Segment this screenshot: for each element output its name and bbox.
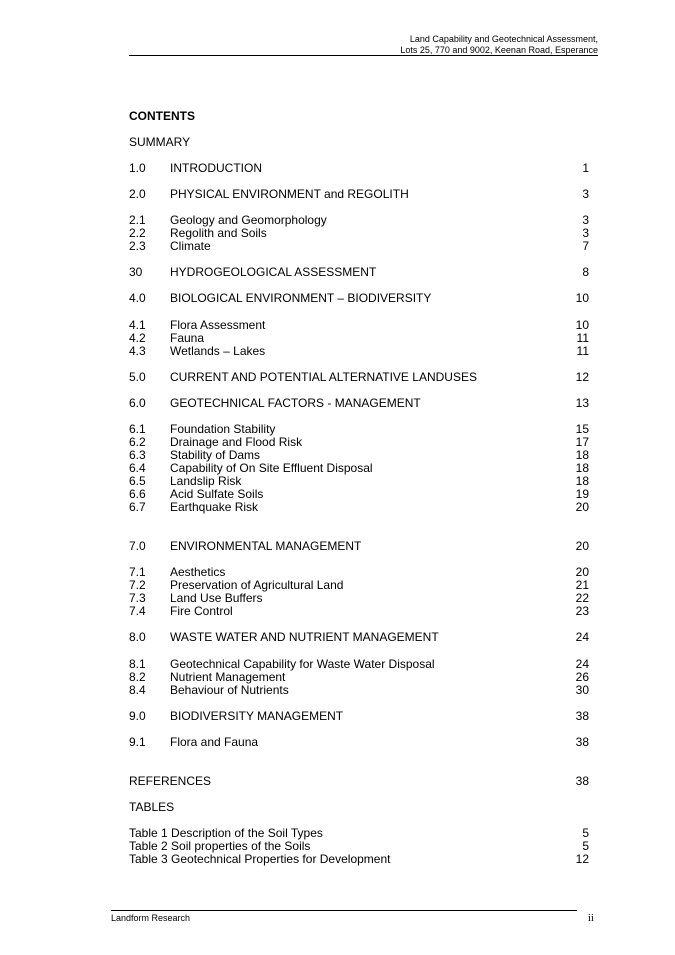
toc-entry-number: 2.0 bbox=[129, 187, 146, 201]
toc-entry-number: 6.2 bbox=[129, 435, 146, 449]
toc-entry-number: 6.6 bbox=[129, 487, 146, 501]
toc-entry-title: INTRODUCTION bbox=[170, 161, 262, 175]
toc-entry-number: 2.2 bbox=[129, 226, 146, 240]
toc-entry-page: 20 bbox=[575, 539, 589, 553]
toc-entry-title: Wetlands – Lakes bbox=[170, 344, 266, 358]
toc-entry-number: 7.1 bbox=[129, 565, 146, 579]
toc-entry-page: 10 bbox=[575, 291, 589, 305]
toc-entry-page: 21 bbox=[575, 578, 589, 592]
toc-entry[interactable] bbox=[129, 292, 589, 305]
toc-entry[interactable] bbox=[129, 371, 589, 384]
toc-entry-number: 2.1 bbox=[129, 213, 146, 227]
toc-entry-number: 8.2 bbox=[129, 670, 146, 684]
toc-entry-title: WASTE WATER AND NUTRIENT MANAGEMENT bbox=[170, 630, 439, 644]
toc-entry-title: Flora Assessment bbox=[170, 318, 266, 332]
toc-entry-title: CURRENT AND POTENTIAL ALTERNATIVE LANDUSES bbox=[170, 370, 477, 384]
toc-entry-page: 18 bbox=[575, 474, 589, 488]
toc-entry-number: 7.2 bbox=[129, 578, 146, 592]
table-entry-title: Table 3 Geotechnical Properties for Development bbox=[129, 852, 391, 866]
toc-entry-page: 26 bbox=[575, 670, 589, 684]
toc-entry-page: 8 bbox=[582, 265, 589, 279]
toc-entry-title: Drainage and Flood Risk bbox=[170, 435, 303, 449]
toc-entry-title: GEOTECHNICAL FACTORS - MANAGEMENT bbox=[170, 396, 421, 410]
toc-entry[interactable] bbox=[129, 684, 589, 697]
references-row[interactable] bbox=[129, 775, 589, 788]
toc-entry-title: Regolith and Soils bbox=[170, 226, 267, 240]
toc-entry-number: 4.0 bbox=[129, 291, 146, 305]
table-entry-title: Table 1 Description of the Soil Types bbox=[129, 826, 323, 840]
header-line-2: Lots 25, 770 and 9002, Keenan Road, Esperance bbox=[400, 45, 598, 55]
toc-entry-number: 7.4 bbox=[129, 604, 146, 618]
table-entry-title: Table 2 Soil properties of the Soils bbox=[129, 839, 311, 853]
toc-entry[interactable] bbox=[129, 540, 589, 553]
toc-entry[interactable] bbox=[129, 501, 589, 514]
table-entry-page: 12 bbox=[575, 852, 589, 866]
toc-entry-title: Landslip Risk bbox=[170, 474, 242, 488]
references-label: REFERENCES bbox=[129, 774, 212, 788]
toc-entry-number: 2.3 bbox=[129, 239, 146, 253]
toc-entry-title: HYDROGEOLOGICAL ASSESSMENT bbox=[170, 265, 377, 279]
toc-entry-page: 11 bbox=[576, 331, 589, 345]
table-entry-page: 5 bbox=[582, 826, 589, 840]
toc-entry-number: 8.0 bbox=[129, 630, 146, 644]
toc-entry-page: 24 bbox=[575, 630, 589, 644]
toc-entry-title: Behaviour of Nutrients bbox=[170, 683, 289, 697]
toc-entry-number: 9.0 bbox=[129, 709, 146, 723]
toc-entry-title: PHYSICAL ENVIRONMENT and REGOLITH bbox=[170, 187, 409, 201]
toc-entry-title: BIOLOGICAL ENVIRONMENT – BIODIVERSITY bbox=[170, 291, 432, 305]
footer-company: Landform Research bbox=[111, 913, 191, 923]
toc-entry-title: Land Use Buffers bbox=[170, 591, 263, 605]
references-page: 38 bbox=[575, 774, 589, 788]
toc-entry-page: 20 bbox=[575, 500, 589, 514]
toc-entry-title: ENVIRONMENTAL MANAGEMENT bbox=[170, 539, 362, 553]
toc-entry-title: Nutrient Management bbox=[170, 670, 286, 684]
toc-entry-number: 4.1 bbox=[129, 318, 146, 332]
toc-entry-page: 30 bbox=[575, 683, 589, 697]
toc-entry-title: Preservation of Agricultural Land bbox=[170, 578, 344, 592]
toc-entry-number: 1.0 bbox=[129, 161, 146, 175]
toc-entry-page: 23 bbox=[575, 604, 589, 618]
tables-heading bbox=[129, 801, 589, 814]
toc-entry[interactable] bbox=[129, 631, 589, 644]
footer-page-number: ii bbox=[587, 912, 594, 924]
tables-label: TABLES bbox=[129, 800, 175, 814]
toc-entry[interactable] bbox=[129, 345, 589, 358]
toc-entry-title: Geology and Geomorphology bbox=[170, 213, 327, 227]
toc-entry-title: Capability of On Site Effluent Disposal bbox=[170, 461, 373, 475]
toc-entry-page: 1 bbox=[582, 161, 589, 175]
toc-entry-page: 20 bbox=[575, 565, 589, 579]
header-line-1: Land Capability and Geotechnical Assessment, bbox=[409, 34, 598, 44]
toc-entry-page: 10 bbox=[575, 318, 589, 332]
toc-entry-page: 3 bbox=[582, 213, 589, 227]
toc-entry-title: Flora and Fauna bbox=[170, 735, 259, 749]
summary-label: SUMMARY bbox=[129, 135, 191, 149]
toc-entry-number: 6.5 bbox=[129, 474, 146, 488]
toc-entry-title: Climate bbox=[170, 239, 211, 253]
toc-entry-page: 11 bbox=[576, 344, 589, 358]
toc-entry-number: 9.1 bbox=[129, 735, 146, 749]
toc-entry-page: 18 bbox=[575, 448, 589, 462]
toc-entry-page: 15 bbox=[575, 422, 589, 436]
table-entry[interactable] bbox=[129, 853, 589, 866]
toc-entry-page: 3 bbox=[582, 226, 589, 240]
toc-entry-page: 12 bbox=[575, 370, 589, 384]
toc-entry[interactable] bbox=[129, 736, 589, 749]
header-rule bbox=[129, 55, 598, 56]
toc-entry[interactable] bbox=[129, 605, 589, 618]
toc-entry-title: Foundation Stability bbox=[170, 422, 276, 436]
toc-entry-number: 5.0 bbox=[129, 370, 146, 384]
toc-entry-number: 8.4 bbox=[129, 683, 146, 697]
toc-entry-title: Aesthetics bbox=[170, 565, 226, 579]
toc-entry-number: 4.2 bbox=[129, 331, 146, 345]
toc-entry[interactable] bbox=[129, 240, 589, 253]
toc-entry-number: 30 bbox=[129, 265, 143, 279]
toc-entry-page: 19 bbox=[575, 487, 589, 501]
toc-entry-title: Acid Sulfate Soils bbox=[170, 487, 264, 501]
toc-entry-title: Earthquake Risk bbox=[170, 500, 259, 514]
toc-entry[interactable] bbox=[129, 162, 589, 175]
toc-entry-page: 7 bbox=[582, 239, 589, 253]
toc-entry-page: 24 bbox=[575, 657, 589, 671]
toc-entry-page: 3 bbox=[582, 187, 589, 201]
toc-entry[interactable] bbox=[129, 188, 589, 201]
running-header bbox=[400, 34, 598, 56]
toc-entry[interactable] bbox=[129, 266, 589, 279]
toc-entry-number: 6.3 bbox=[129, 448, 146, 462]
toc-entry-page: 18 bbox=[575, 461, 589, 475]
toc-entry-page: 38 bbox=[575, 735, 589, 749]
toc-entry-number: 4.3 bbox=[129, 344, 146, 358]
toc-entry-title: Fire Control bbox=[170, 604, 233, 618]
footer-rule bbox=[111, 910, 577, 911]
toc-entry-page: 38 bbox=[575, 709, 589, 723]
table-entry-page: 5 bbox=[582, 839, 589, 853]
contents-title: CONTENTS bbox=[129, 109, 195, 123]
toc-entry-number: 7.0 bbox=[129, 539, 146, 553]
toc-entry-title: Stability of Dams bbox=[170, 448, 261, 462]
toc-entry-title: Geotechnical Capability for Waste Water Disposal bbox=[170, 657, 435, 671]
toc-entry-number: 6.7 bbox=[129, 500, 146, 514]
toc-entry-number: 6.4 bbox=[129, 461, 146, 475]
toc-entry-page: 22 bbox=[575, 591, 589, 605]
toc-entry-number: 6.1 bbox=[129, 422, 146, 436]
toc-entry-page: 17 bbox=[575, 435, 589, 449]
toc-entry-title: Fauna bbox=[170, 331, 205, 345]
summary-heading bbox=[129, 136, 589, 149]
toc-entry-number: 8.1 bbox=[129, 657, 146, 671]
toc-entry-number: 7.3 bbox=[129, 591, 146, 605]
toc-entry-page: 13 bbox=[575, 396, 589, 410]
toc-entry-number: 6.0 bbox=[129, 396, 146, 410]
toc-entry[interactable] bbox=[129, 397, 589, 410]
toc-entry-title: BIODIVERSITY MANAGEMENT bbox=[170, 709, 344, 723]
toc-entry[interactable] bbox=[129, 710, 589, 723]
